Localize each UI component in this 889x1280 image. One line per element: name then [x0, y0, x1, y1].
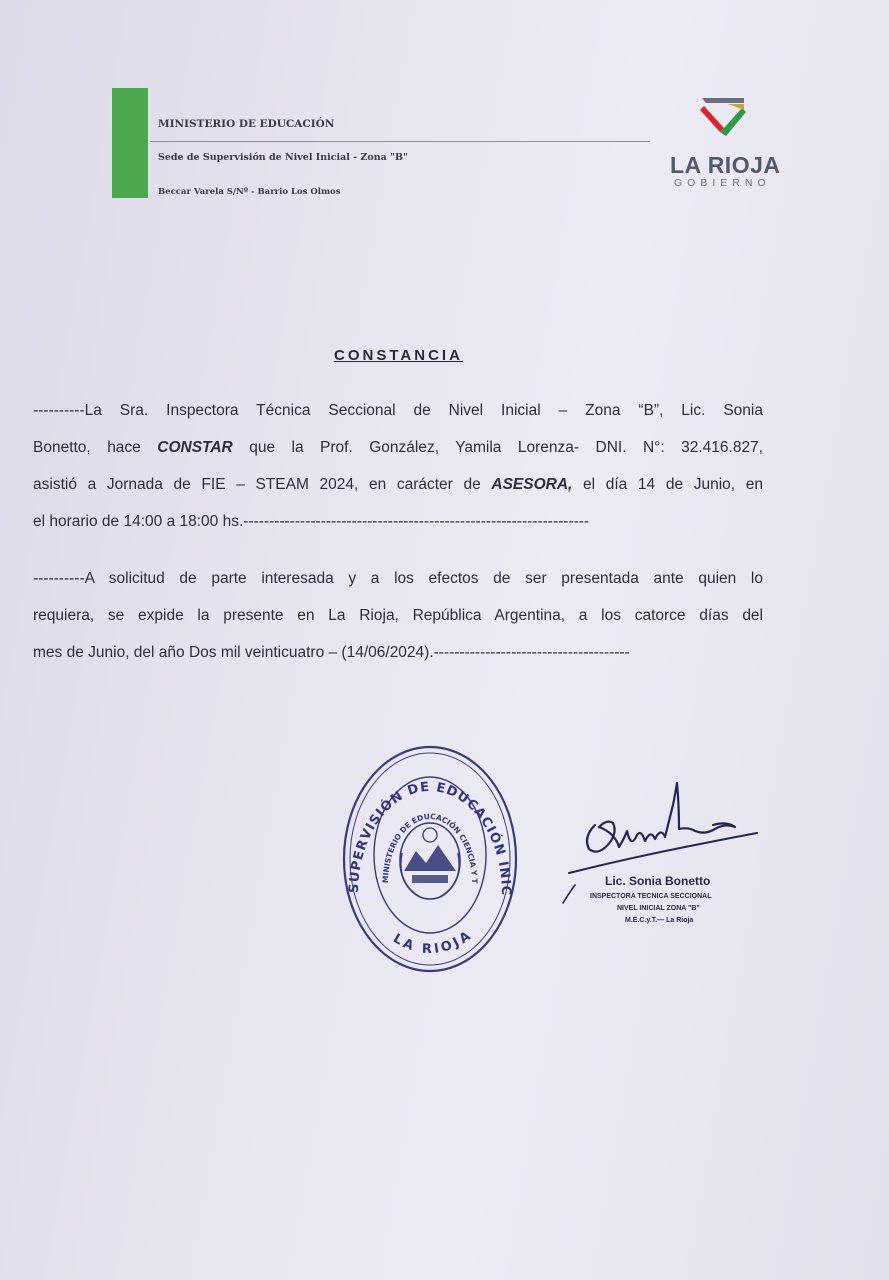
letterhead-address: Beccar Varela S/Nº - Barrio Los Olmos — [158, 187, 341, 197]
p1-asesora-emphasis: ASESORA, — [491, 476, 573, 493]
seal-outer-text: SUPERVISIÓN DE EDUCACIÓN INIC — [346, 779, 514, 897]
paragraph-1-line-3 — [33, 466, 763, 503]
paragraph-1-line-2 — [33, 429, 763, 466]
paragraph-1-line-4 — [33, 503, 763, 540]
logo-name: LA RIOJA — [670, 152, 781, 178]
signatory-title-2: NIVEL INICIAL ZONA "B" — [617, 905, 700, 912]
p1-line2-a: Bonetto, hace — [33, 439, 158, 456]
la-rioja-logo — [668, 94, 793, 194]
signatory-name: Lic. Sonia Bonetto — [605, 874, 711, 888]
document-title: CONSTANCIA — [334, 347, 463, 364]
la-rioja-logo-icon — [698, 94, 748, 140]
seal-stamp-icon — [340, 743, 520, 975]
signatory-title-1: INSPECTORA TECNICA SECCIONAL — [590, 893, 712, 900]
logo-subtitle: GOBIERNO — [674, 177, 771, 189]
svg-text:LA RIOJA — [390, 927, 476, 957]
paragraph-2 — [33, 560, 763, 671]
p1-line2-c: que la Prof. González, Yamila Lorenza- DNI. N°: 32.416.827, — [232, 439, 763, 456]
letterhead-divider — [150, 141, 650, 142]
p1-line3-a: asistió a Jornada de FIE – STEAM 2024, en carácter de — [33, 476, 492, 493]
signatory-title-3: M.E.C.y.T.— La Rioja — [625, 917, 694, 924]
p2-line2-text: requiera, se expide la presente en La Rioja, República Argentina, a los catorce días del — [33, 607, 763, 624]
paragraph-2-line-2 — [33, 597, 763, 634]
p1-line1-text: ----------La Sra. Inspectora Técnica Seccional de Nivel Inicial – Zona “B”, Lic. Sonia — [33, 402, 763, 419]
seal-bottom-text: LA RIOJA — [390, 927, 476, 958]
paragraph-2-line-1 — [33, 560, 763, 597]
p1-line4-text: el horario de 14:00 a 18:00 hs.------------------------------------------------------------------- — [33, 513, 590, 530]
seal-inner-text: MINISTERIO DE EDUCACIÓN CIENCIA Y T — [380, 811, 480, 884]
paragraph-1 — [33, 392, 763, 540]
official-seal — [340, 743, 520, 975]
paragraph-1-line-1 — [33, 392, 763, 429]
letterhead-sede: Sede de Supervisión de Nivel Inicial - Zona "B" — [158, 152, 409, 163]
p2-line1-text: ----------A solicitud de parte interesada y a los efectos de ser presentada ante quien lo — [33, 570, 763, 587]
paragraph-2-line-3 — [33, 634, 763, 671]
p1-constar-emphasis: CONSTAR — [157, 439, 233, 456]
letterhead-green-bar — [112, 88, 148, 198]
p2-line3-text: mes de Junio, del año Dos mil veinticuatro – (14/06/2024).-------------------------------------- — [33, 644, 630, 661]
letterhead-ministry: MINISTERIO DE EDUCACIÓN — [158, 118, 335, 130]
p1-line3-c: el día 14 de Junio, en — [572, 476, 763, 493]
